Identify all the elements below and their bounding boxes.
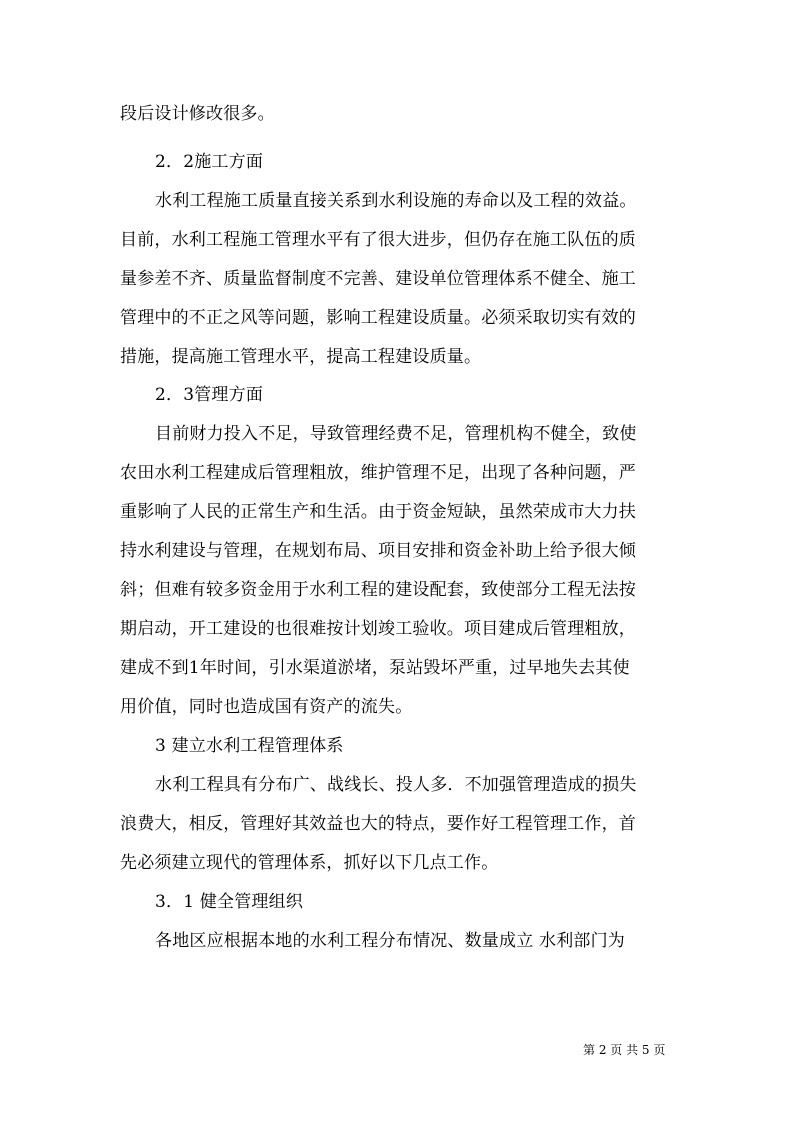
section-heading: 2．2施工方面 bbox=[155, 152, 264, 172]
paragraph-line: 重影响了人民的正常生产和生活。由于资金短缺，虽然荣成市大力扶 bbox=[120, 502, 636, 522]
paragraph-line: 水利工程具有分布广、战线长、投人多．不加强管理造成的损失 bbox=[155, 775, 637, 795]
paragraph-line: 管理中的不正之风等问题，影响工程建设质量。必须采取切实有效的 bbox=[120, 308, 636, 328]
section-heading: 2．3管理方面 bbox=[155, 385, 264, 405]
section-heading: 3 建立水利工程管理体系 bbox=[155, 736, 344, 756]
paragraph-line: 期启动，开工建设的也很难按计划竣工验收。项目建成后管理粗放， bbox=[120, 619, 636, 639]
paragraph-line: 段后设计修改很多。 bbox=[120, 104, 275, 124]
paragraph-line: 目前，水利工程施工管理水平有了很大进步，但仍存在施工队伍的质 bbox=[120, 230, 636, 250]
paragraph-line: 目前财力投入不足，导致管理经费不足，管理机构不健全，致使 bbox=[155, 424, 637, 444]
paragraph-line: 浪费大，相反，管理好其效益也大的特点，要作好工程管理工作，首 bbox=[120, 814, 636, 834]
paragraph-line: 水利工程施工质量直接关系到水利设施的寿命以及工程的效益。 bbox=[155, 191, 637, 211]
paragraph-line: 农田水利工程建成后管理粗放，维护管理不足，出现了各种问题，严 bbox=[120, 463, 636, 483]
paragraph-line: 量参差不齐、质量监督制度不完善、建设单位管理体系不健全、施工 bbox=[120, 269, 636, 289]
paragraph-line: 措施，提高施工管理水平，提高工程建设质量。 bbox=[120, 347, 482, 367]
paragraph-line: 先必须建立现代的管理体系，抓好以下几点工作。 bbox=[120, 853, 499, 873]
paragraph-line: 斜；但难有较多资金用于水利工程的建设配套，致使部分工程无法按 bbox=[120, 580, 636, 600]
paragraph-line: 建成不到1年时间，引水渠道淤堵，泵站毁坏严重，过早地失去其使 bbox=[120, 658, 630, 678]
paragraph-line: 各地区应根据本地的水利工程分布情况、数量成立 水利部门为 bbox=[155, 931, 626, 951]
section-heading: 3．1 健全管理组织 bbox=[155, 892, 304, 912]
paragraph-line: 持水利建设与管理，在规划布局、项目安排和资金补助上给予很大倾 bbox=[120, 541, 636, 561]
paragraph-line: 用价值，同时也造成国有资产的流失。 bbox=[120, 697, 413, 717]
page-number-footer: 第 2 页 共 5 页 bbox=[583, 1043, 666, 1057]
